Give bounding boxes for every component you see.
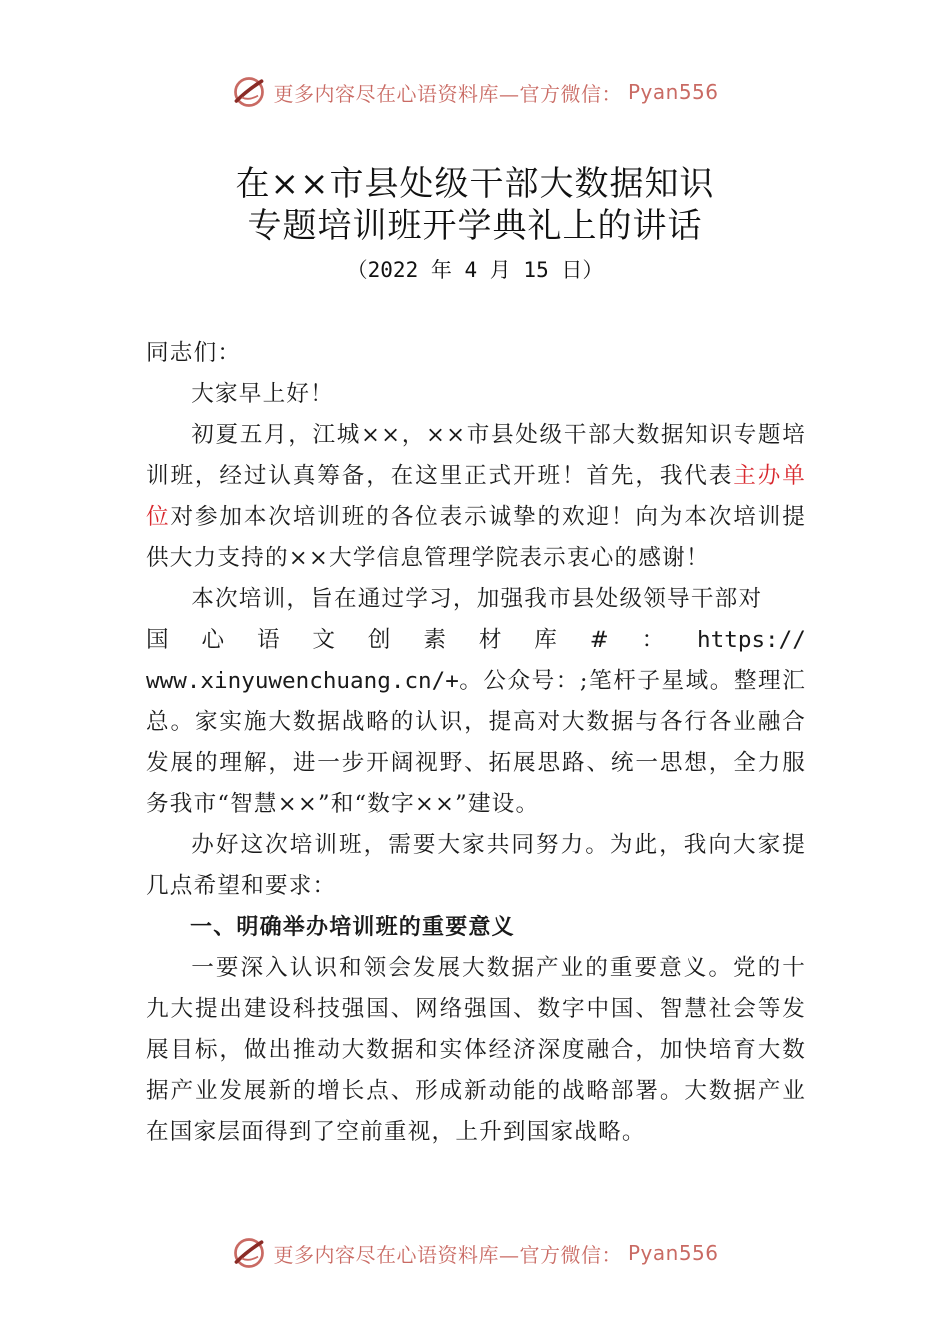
- paragraph-requirements: 办好这次培训班，需要大家共同努力。为此，我向大家提几点希望和要求：: [146, 832, 806, 899]
- paragraph-purpose-rest: [146, 661, 806, 825]
- spread-text-line: [146, 620, 806, 661]
- top-watermark-banner: [0, 70, 950, 114]
- brush-logo-icon: [231, 74, 267, 110]
- document-title-line1: 在××市县处级干部大数据知识: [235, 164, 715, 204]
- paragraph-purpose-b: 。公众号：;笔杆子星域。整理汇总。家实施大数据战略的认识，提高对大数据与各行各业融合发展的理解，进一步开阔视野、拓展思路、统一思想，全力服务我市“智慧××”和“数字××”建设。: [146, 668, 806, 817]
- paragraph-significance: 一要深入认识和领会发展大数据产业的重要意义。党的十九大提出建设科技强国、网络强国、数字中国、智慧社会等发展目标，做出推动大数据和实体经济深度融合，加快培育大数据产业发展新的增长点、形成新动能的战略部署。大数据产业在国家层面得到了空前重视，上升到国家战略。: [146, 955, 806, 1145]
- section-heading-1: 一、明确举办培训班的重要意义: [190, 915, 515, 940]
- spread-char: #: [589, 627, 610, 653]
- spread-char: 心: [201, 627, 226, 653]
- banner-text: 更多内容尽在心语资料库—官方微信：: [273, 81, 622, 106]
- banner-wechat-id: Pyan556: [627, 1241, 719, 1265]
- banner-wechat-id: Pyan556: [627, 80, 719, 104]
- greeting: 大家早上好！: [191, 381, 334, 407]
- banner-inner: [231, 74, 718, 110]
- spread-char: 语: [256, 627, 281, 653]
- spread-char: 材: [478, 627, 503, 653]
- brush-logo-icon: [231, 1235, 267, 1271]
- salutation: 同志们：: [146, 340, 242, 366]
- spread-char: 素: [423, 627, 448, 653]
- document-body: [146, 333, 806, 1153]
- spread-url-start: https://: [697, 627, 806, 653]
- document-title-line2: 专题培训班开学典礼上的讲话: [247, 206, 703, 246]
- spread-char: 文: [312, 627, 337, 653]
- paragraph-welcome-a: 初夏五月，江城××，××市县处级干部大数据知识专题培训班，经过认真筹备，在这里正式开班！首先，我代表: [146, 422, 806, 489]
- paragraph-purpose-line1: 本次培训，旨在通过学习，加强我市县处级领导干部对: [191, 586, 763, 612]
- website-url: www.xinyuwenchuang.cn/+: [146, 668, 459, 694]
- document-date: （2022 年 4 月 15 日）: [346, 258, 604, 282]
- spread-char: 库: [534, 627, 559, 653]
- host-unit-highlight: 主办单位: [146, 463, 806, 530]
- paragraph-welcome: [146, 415, 806, 579]
- spread-char: 创: [367, 627, 392, 653]
- spread-char: 国: [146, 627, 170, 653]
- spread-char: ：: [641, 627, 666, 653]
- paragraph-welcome-b: 对参加本次培训班的各位表示诚挚的欢迎！向为本次培训提供大力支持的××大学信息管理学院表示衷心的感谢！: [146, 504, 807, 571]
- banner-inner: [231, 1235, 718, 1271]
- banner-text: 更多内容尽在心语资料库—官方微信：: [273, 1242, 622, 1267]
- bottom-watermark-banner: [0, 1231, 950, 1275]
